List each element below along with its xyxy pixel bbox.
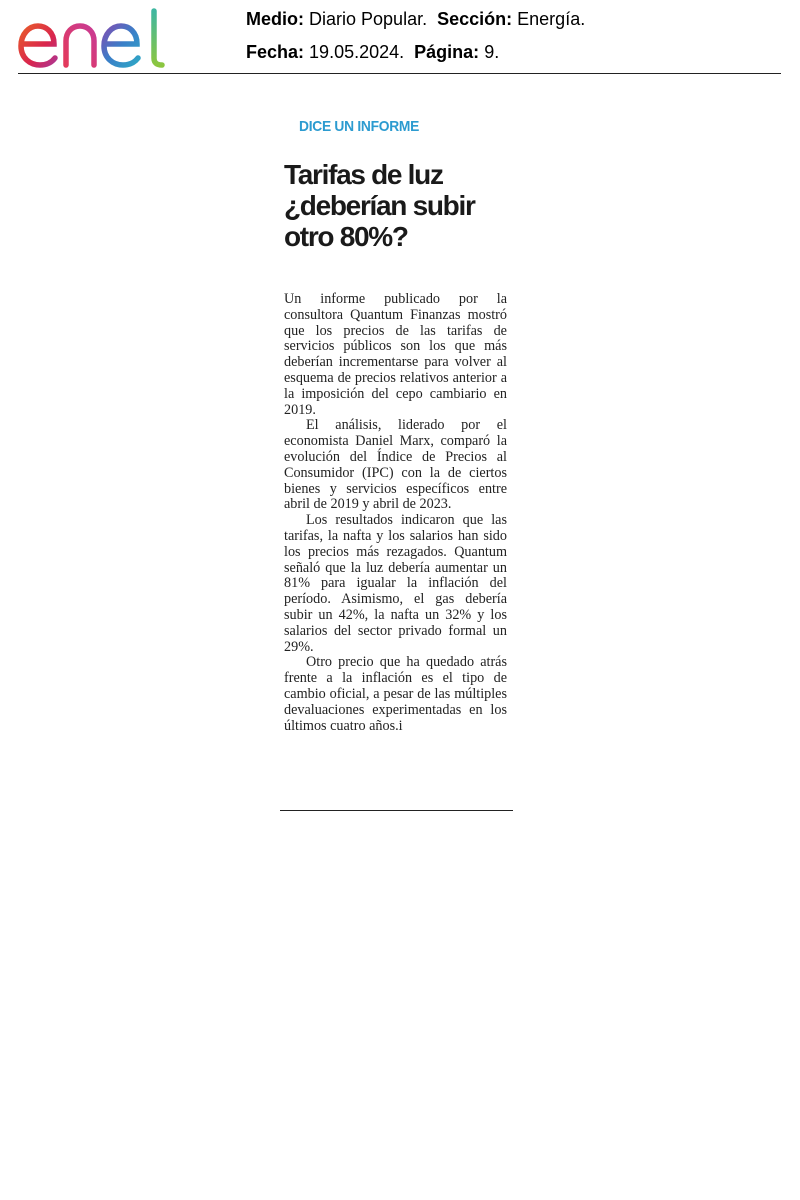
article-body xyxy=(284,292,507,734)
medio-label: Medio: xyxy=(246,9,304,29)
seccion-value: Energía. xyxy=(517,9,586,29)
enel-logo xyxy=(16,8,180,70)
news-clipping xyxy=(278,108,516,734)
article-paragraph: El análisis, liderado por el economista Daniel Marx, comparó la evolución del Índice de Precios al Consumidor (IPC) con la de ciertos bienes y servicios específicos entre abril de 2019 y abril de 2023. xyxy=(284,417,507,513)
clipping-bottom-rule xyxy=(280,810,513,811)
meta-row-medio-seccion xyxy=(246,8,585,30)
article-headline xyxy=(284,159,524,252)
pagina-value: 9. xyxy=(484,42,500,62)
seccion-label: Sección: xyxy=(437,9,513,29)
article-kicker: DICE UN INFORME xyxy=(299,118,420,135)
headline-line: Tarifas de luz xyxy=(284,159,443,190)
headline-line: otro 80%? xyxy=(284,221,408,252)
article-paragraph: Un informe publicado por la consultora Quantum Finanzas mostró que los precios de las tarifas de servicios públicos son los que más deberían incrementarse para volver al esquema de precios relativos anterior a la imposición del cepo cambiario en 2019. xyxy=(284,291,507,418)
article-paragraph: Otro precio que ha quedado atrás frente a la inflación es el tipo de cambio oficial, a pesar de las múltiples devaluaciones experimentadas en los últimos cuatro años.i xyxy=(284,654,507,734)
pagina-label: Página: xyxy=(414,42,480,62)
enel-logo-text: enel xyxy=(16,8,18,9)
fecha-label: Fecha: xyxy=(246,42,305,62)
headline-line: ¿deberían subir xyxy=(284,190,475,221)
article-paragraph: Los resultados indicaron que las tarifas, la nafta y los salarios han sido los precios más rezagados. Quantum señaló que la luz debería aumentar un 81% para igualar la inflación del período. Asimismo, el gas debería subir un 42%, la nafta un 32% y los salarios del sector privado formal un 29%. xyxy=(284,512,507,655)
header-divider xyxy=(18,73,781,74)
fecha-value: 19.05.2024. xyxy=(309,42,405,62)
medio-value: Diario Popular. xyxy=(309,9,428,29)
meta-row-fecha-pagina xyxy=(246,41,499,63)
